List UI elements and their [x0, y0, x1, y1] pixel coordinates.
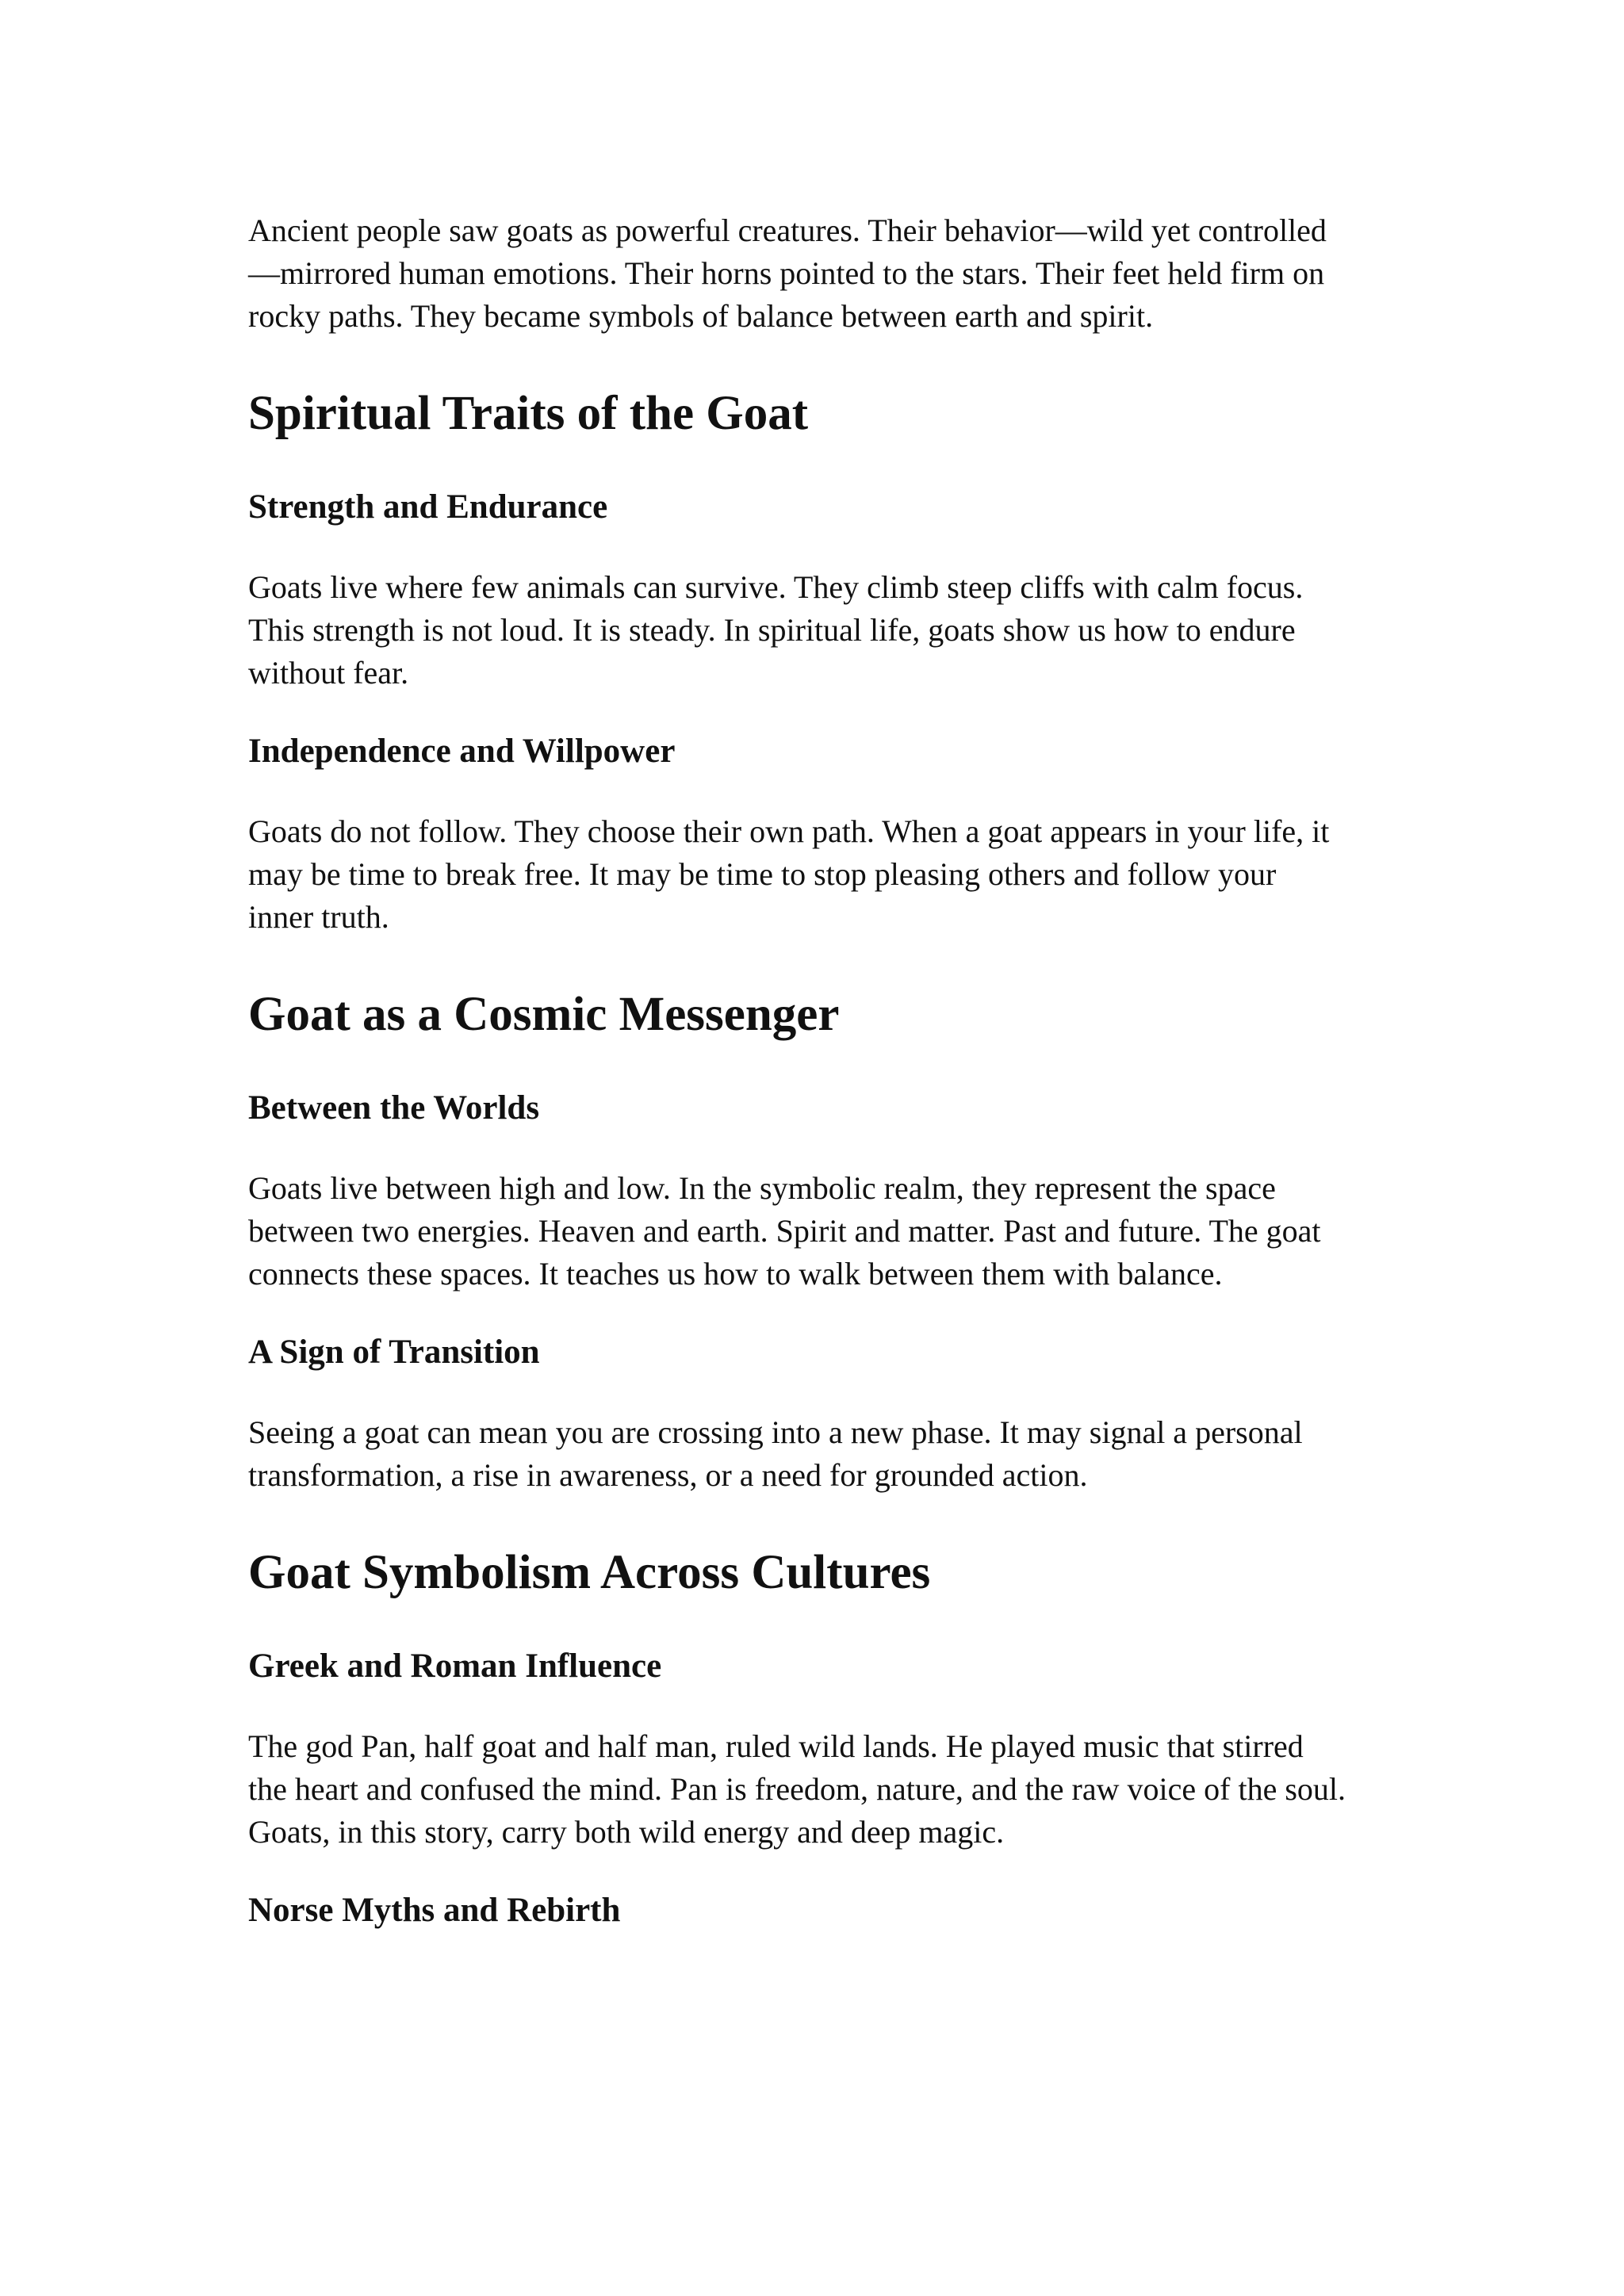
document-page [248, 209, 1390, 1933]
paragraph-line: Goats live where few animals can survive. They climb steep cliffs with calm focus. [248, 569, 1304, 605]
section-heading-spiritual-traits: Spiritual Traits of the Goat [248, 387, 809, 440]
paragraph-independence [248, 810, 1390, 939]
paragraph-strength [248, 566, 1390, 695]
paragraph-line: —mirrored human emotions. Their horns pointed to the stars. Their feet held firm on [248, 255, 1325, 291]
paragraph-transition [248, 1411, 1390, 1497]
paragraph-line: This strength is not loud. It is steady. In spiritual life, goats show us how to endure [248, 612, 1296, 648]
paragraph-line: rocky paths. They became symbols of balance between earth and spirit. [248, 298, 1154, 334]
paragraph-between-worlds [248, 1167, 1390, 1295]
paragraph-line: The god Pan, half goat and half man, ruled wild lands. He played music that stirred [248, 1728, 1304, 1764]
paragraph-line: may be time to break free. It may be time to stop pleasing others and follow your [248, 856, 1277, 892]
intro-paragraph [248, 209, 1390, 338]
paragraph-line: connects these spaces. It teaches us how to walk between them with balance. [248, 1256, 1223, 1292]
paragraph-line: Seeing a goat can mean you are crossing into a new phase. It may signal a personal [248, 1414, 1303, 1450]
paragraph-line: without fear. [248, 655, 409, 691]
paragraph-greek-roman [248, 1725, 1390, 1854]
paragraph-line: Ancient people saw goats as powerful creatures. Their behavior—wild yet controlled [248, 212, 1327, 248]
paragraph-line: Goats do not follow. They choose their own path. When a goat appears in your life, it [248, 813, 1330, 849]
paragraph-line: between two energies. Heaven and earth. Spirit and matter. Past and future. The goat [248, 1213, 1321, 1249]
subsection-heading-norse: Norse Myths and Rebirth [248, 1892, 621, 1929]
paragraph-line: Goats live between high and low. In the symbolic realm, they represent the space [248, 1170, 1276, 1206]
subsection-heading-transition: A Sign of Transition [248, 1334, 540, 1371]
paragraph-line: inner truth. [248, 899, 389, 935]
subsection-heading-between-worlds: Between the Worlds [248, 1089, 540, 1127]
paragraph-line: the heart and confused the mind. Pan is freedom, nature, and the raw voice of the soul. [248, 1771, 1346, 1807]
subsection-heading-strength: Strength and Endurance [248, 488, 608, 526]
subsection-heading-independence: Independence and Willpower [248, 733, 676, 770]
paragraph-line: Goats, in this story, carry both wild energy and deep magic. [248, 1814, 1005, 1850]
paragraph-line: transformation, a rise in awareness, or a need for grounded action. [248, 1457, 1088, 1493]
subsection-heading-greek-roman: Greek and Roman Influence [248, 1647, 662, 1685]
section-heading-cosmic-messenger: Goat as a Cosmic Messenger [248, 988, 840, 1041]
section-heading-across-cultures: Goat Symbolism Across Cultures [248, 1546, 931, 1599]
